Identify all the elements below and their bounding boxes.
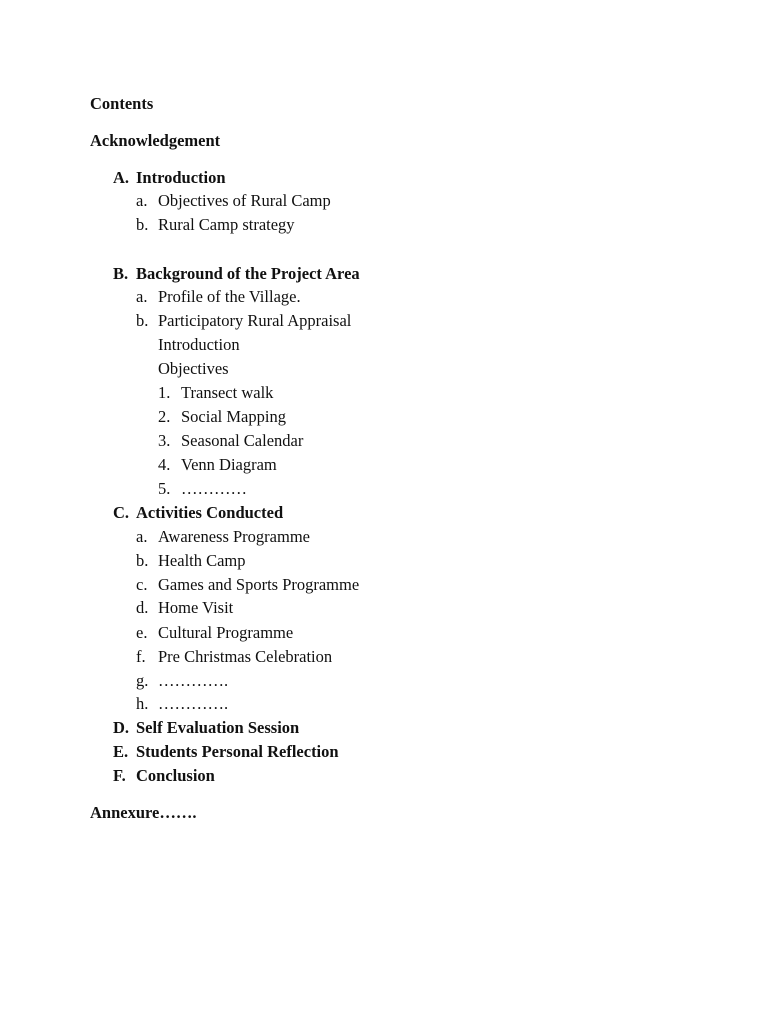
section-e-heading — [113, 742, 339, 762]
section-d-marker: D. — [113, 718, 130, 737]
item-marker: b. — [136, 311, 149, 330]
item-marker: d. — [136, 598, 149, 617]
section-d-heading — [113, 718, 300, 738]
numbered-item — [158, 455, 277, 475]
list-item — [136, 527, 310, 547]
list-item — [136, 191, 331, 211]
section-c-heading — [113, 503, 284, 523]
item-marker: h. — [136, 694, 149, 713]
acknowledgement-heading: Acknowledgement — [90, 131, 221, 150]
item-text: Rural Camp strategy — [158, 215, 295, 234]
section-c-title: Activities Conducted — [136, 503, 284, 522]
list-item — [136, 287, 301, 307]
section-e-marker: E. — [113, 742, 129, 761]
section-f-marker: F. — [113, 766, 126, 785]
list-item — [136, 694, 229, 714]
section-e-title: Students Personal Reflection — [136, 742, 339, 761]
item-marker: b. — [136, 215, 149, 234]
item-text: Games and Sports Programme — [158, 575, 360, 594]
item-marker: e. — [136, 623, 148, 642]
item-text: Social Mapping — [181, 407, 286, 426]
section-a-marker: A. — [113, 168, 130, 187]
item-marker: g. — [136, 671, 149, 690]
annexure-heading: Annexure……. — [90, 803, 197, 822]
item-marker: f. — [136, 647, 146, 666]
item-text: Home Visit — [158, 598, 234, 617]
list-item — [136, 311, 352, 331]
section-b-heading — [113, 264, 360, 284]
section-f-heading — [113, 766, 215, 786]
section-b-marker: B. — [113, 264, 129, 283]
item-marker: 1. — [158, 383, 171, 402]
item-marker: a. — [136, 287, 148, 306]
section-d-title: Self Evaluation Session — [136, 718, 300, 737]
list-item — [136, 215, 295, 235]
item-text: …………. — [158, 671, 229, 690]
item-text: Venn Diagram — [181, 455, 277, 474]
item-marker: a. — [136, 527, 148, 546]
sub-item: Introduction — [158, 335, 240, 354]
item-text: Profile of the Village. — [158, 287, 301, 306]
list-item — [136, 551, 246, 571]
item-marker: a. — [136, 191, 148, 210]
item-text: Seasonal Calendar — [181, 431, 304, 450]
numbered-item — [158, 407, 286, 427]
item-marker: c. — [136, 575, 148, 594]
list-item — [136, 671, 229, 691]
item-text: Transect walk — [181, 383, 274, 402]
item-marker: b. — [136, 551, 149, 570]
item-marker: 5. — [158, 479, 171, 498]
item-marker: 3. — [158, 431, 171, 450]
section-b-title: Background of the Project Area — [136, 264, 360, 283]
contents-heading: Contents — [90, 94, 154, 113]
numbered-item — [158, 479, 247, 499]
numbered-item — [158, 431, 304, 451]
item-marker: 2. — [158, 407, 171, 426]
section-a-heading — [113, 168, 226, 188]
item-marker: 4. — [158, 455, 171, 474]
item-text: ………… — [181, 479, 247, 498]
sub-item: Objectives — [158, 359, 229, 378]
list-item — [136, 575, 360, 595]
item-text: Awareness Programme — [158, 527, 310, 546]
item-text: Objectives of Rural Camp — [158, 191, 331, 210]
item-text: Pre Christmas Celebration — [158, 647, 333, 666]
section-c-marker: C. — [113, 503, 130, 522]
numbered-item — [158, 383, 274, 403]
section-a-title: Introduction — [136, 168, 226, 187]
section-f-title: Conclusion — [136, 766, 215, 785]
list-item — [136, 598, 234, 618]
item-text: Participatory Rural Appraisal — [158, 311, 352, 330]
list-item — [136, 647, 333, 667]
item-text: Health Camp — [158, 551, 246, 570]
list-item — [136, 623, 294, 643]
item-text: …………. — [158, 694, 229, 713]
item-text: Cultural Programme — [158, 623, 294, 642]
